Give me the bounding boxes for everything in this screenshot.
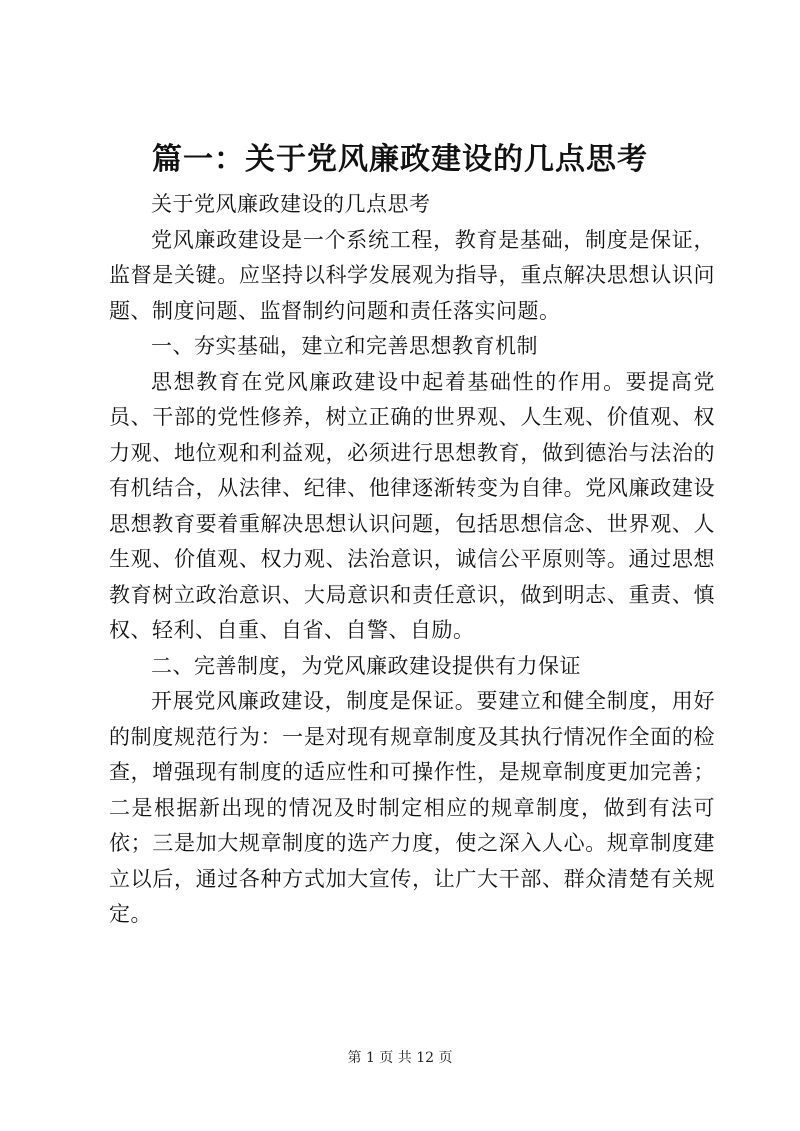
page-footer: 第 1 页 共 12 页: [347, 1050, 453, 1066]
section-heading-1: 一、夯实基础，建立和完善思想教育机制: [151, 334, 538, 358]
subtitle-paragraph: 关于党风廉政建设的几点思考: [151, 192, 431, 216]
section-heading-2: 二、完善制度，为党风廉政建设提供有力保证: [151, 653, 581, 678]
section-1-paragraph: 思想教育在党风廉政建设中起着基础性的作用。要提高党员、干部的党性修养，树立正确的世界观、人生观、价值观、权力观、地位观和利益观，必须进行思想教育，做到德治与法治的有机结合，从法律、纪律、他律逐渐转变为自律。党风廉政建设思想教育要着重解决思想认识问题，包括思想信念、世界观、人生观、价值观、权力观、法治意识，诚信公平原则等。通过思想教育树立政治意识、大局意识和责任意识，做到明志、重责、慎权、轻利、自重、自省、自警、自励。: [109, 369, 715, 642]
intro-paragraph: 党风廉政建设是一个系统工程，教育是基础，制度是保证，监督是关键。应坚持以科学发展观为指导，重点解决思想认识问题、制度问题、监督制约问题和责任落实问题。: [109, 227, 715, 323]
document-title: 篇一：关于党风廉政建设的几点思考: [152, 142, 648, 177]
section-2-paragraph: 开展党风廉政建设，制度是保证。要建立和健全制度，用好的制度规范行为：一是对现有规章制度及其执行情况作全面的检查，增强现有制度的适应性和可操作性，是规章制度更加完善；二是根据新出现的情况及时制定相应的规章制度，做到有法可依；三是加大规章制度的选产力度，使之深入人心。规章制度建立以后，通过各种方式加大宣传，让广大干部、群众清楚有关规定。: [109, 689, 715, 926]
document-body: [109, 187, 715, 933]
